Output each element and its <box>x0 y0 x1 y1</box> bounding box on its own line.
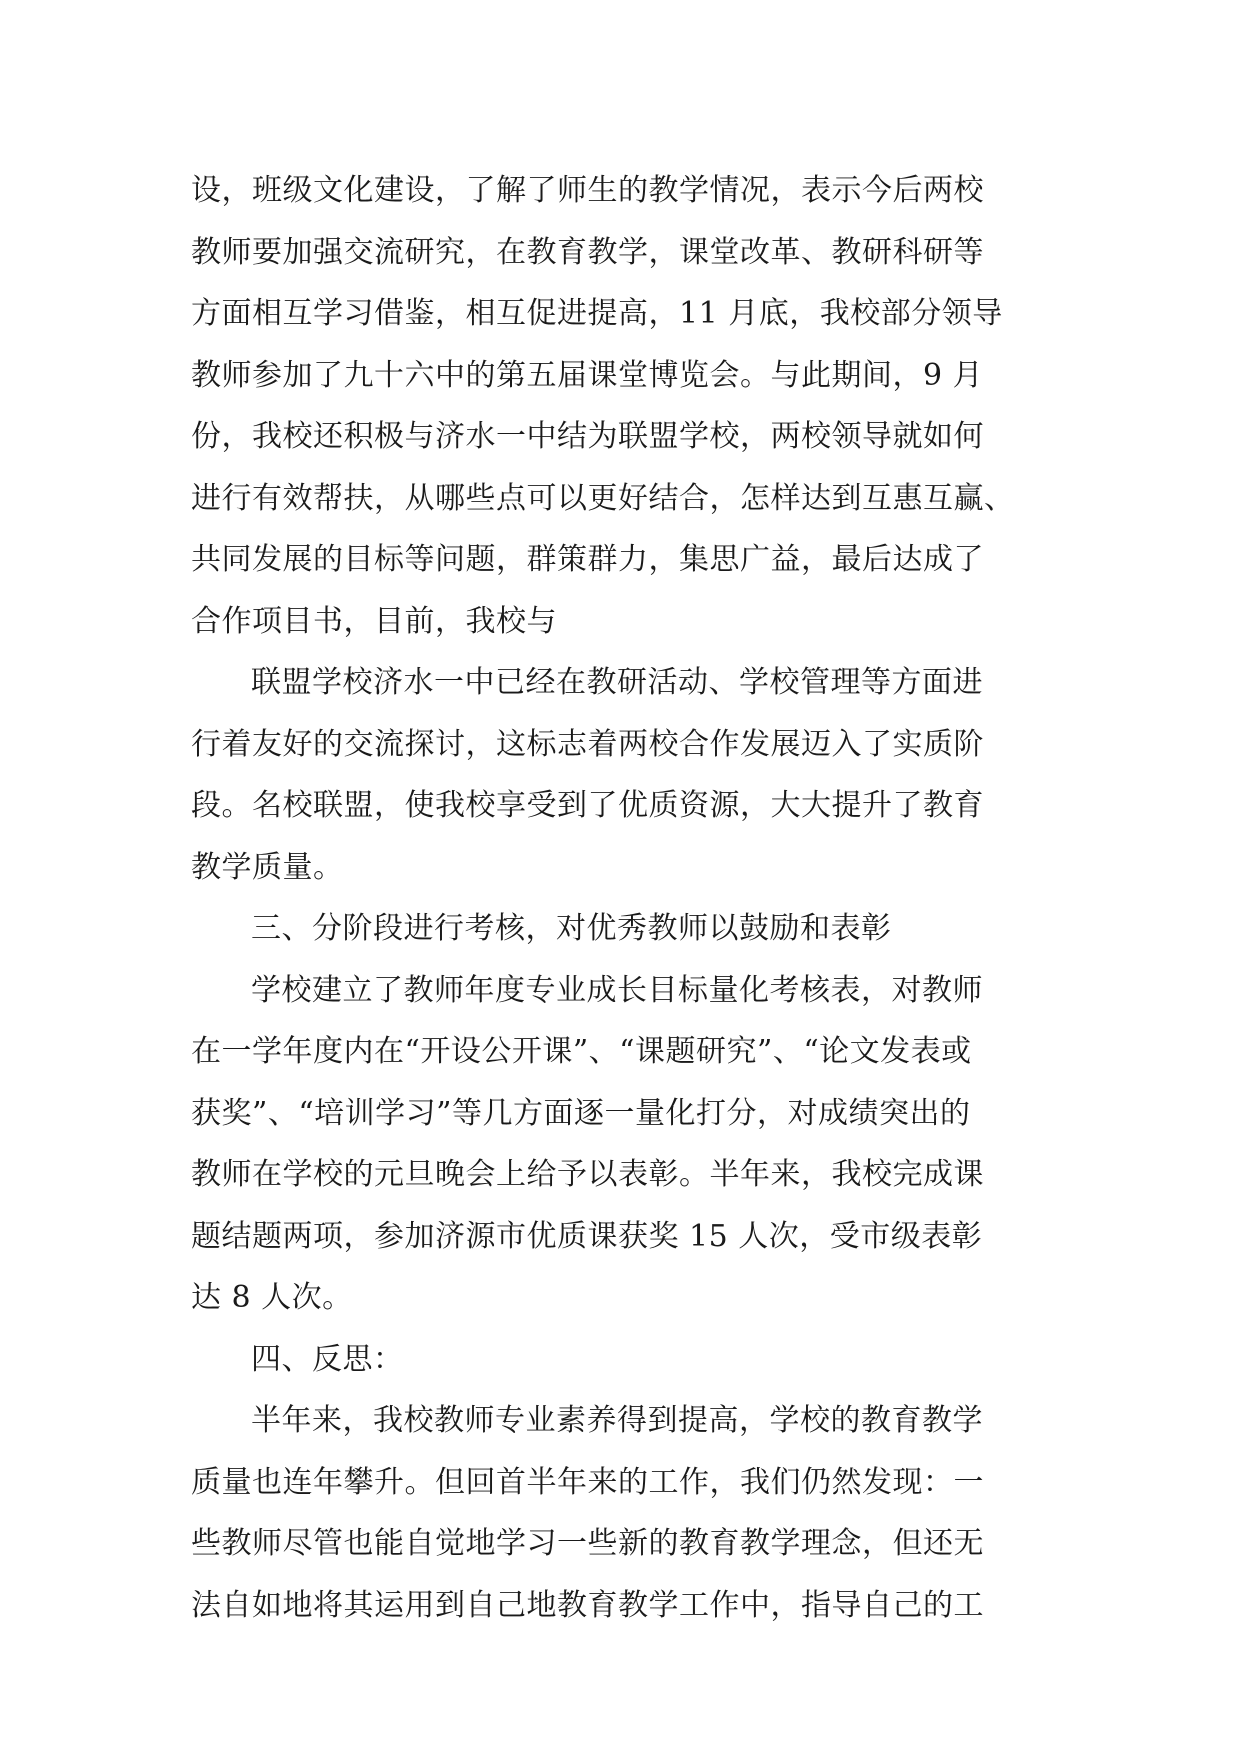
text-line: 达 8 人次。 <box>191 1280 353 1315</box>
document-body <box>191 160 1053 1636</box>
text-line: 获奖”、“培训学习”等几方面逐一量化打分，对成绩突出的 <box>191 1095 971 1131</box>
text-line: 共同发展的目标等问题，群策群力，集思广益，最后达成了 <box>191 542 984 577</box>
text-line: 方面相互学习借鉴，相互促进提高，11 月底，我校部分领导 <box>191 296 1003 331</box>
text-line: 教师参加了九十六中的第五届课堂博览会。与此期间，9 月 <box>191 357 984 393</box>
section-heading: 四、反思： <box>251 1341 404 1377</box>
text-line: 教师要加强交流研究，在教育教学，课堂改革、教研科研等 <box>191 234 984 270</box>
text-line: 法自如地将其运用到自己地教育教学工作中，指导自己的工 <box>191 1587 984 1623</box>
text-line: 质量也连年攀升。但回首半年来的工作，我们仍然发现：一 <box>191 1464 984 1500</box>
text-line: 份，我校还积极与济水一中结为联盟学校，两校领导就如何 <box>191 419 984 454</box>
text-line: 在一学年度内在“开设公开课”、“课题研究”、“论文发表或 <box>191 1034 972 1069</box>
text-line: 教师在学校的元旦晚会上给予以表彰。半年来，我校完成课 <box>191 1157 984 1192</box>
text-line: 半年来，我校教师专业素养得到提高，学校的教育教学 <box>251 1403 983 1438</box>
section-heading: 三、分阶段进行考核，对优秀教师以鼓励和表彰 <box>251 911 892 946</box>
text-line: 联盟学校济水一中已经在教研活动、学校管理等方面进 <box>251 665 983 700</box>
text-line: 学校建立了教师年度专业成长目标量化考核表，对教师 <box>251 972 983 1008</box>
text-line: 进行有效帮扶，从哪些点可以更好结合，怎样达到互惠互赢、 <box>191 480 1015 516</box>
text-line: 设，班级文化建设，了解了师生的教学情况，表示今后两校 <box>191 173 984 208</box>
text-line: 题结题两项，参加济源市优质课获奖 15 人次，受市级表彰 <box>191 1218 983 1254</box>
text-line: 些教师尽管也能自觉地学习一些新的教育教学理念，但还无 <box>191 1526 984 1561</box>
text-line: 段。名校联盟，使我校享受到了优质资源，大大提升了教育 <box>191 788 984 823</box>
text-line: 行着友好的交流探讨，这标志着两校合作发展迈入了实质阶 <box>191 726 984 762</box>
text-line: 教学质量。 <box>191 849 344 885</box>
text-line: 合作项目书，目前，我校与 <box>191 603 557 639</box>
